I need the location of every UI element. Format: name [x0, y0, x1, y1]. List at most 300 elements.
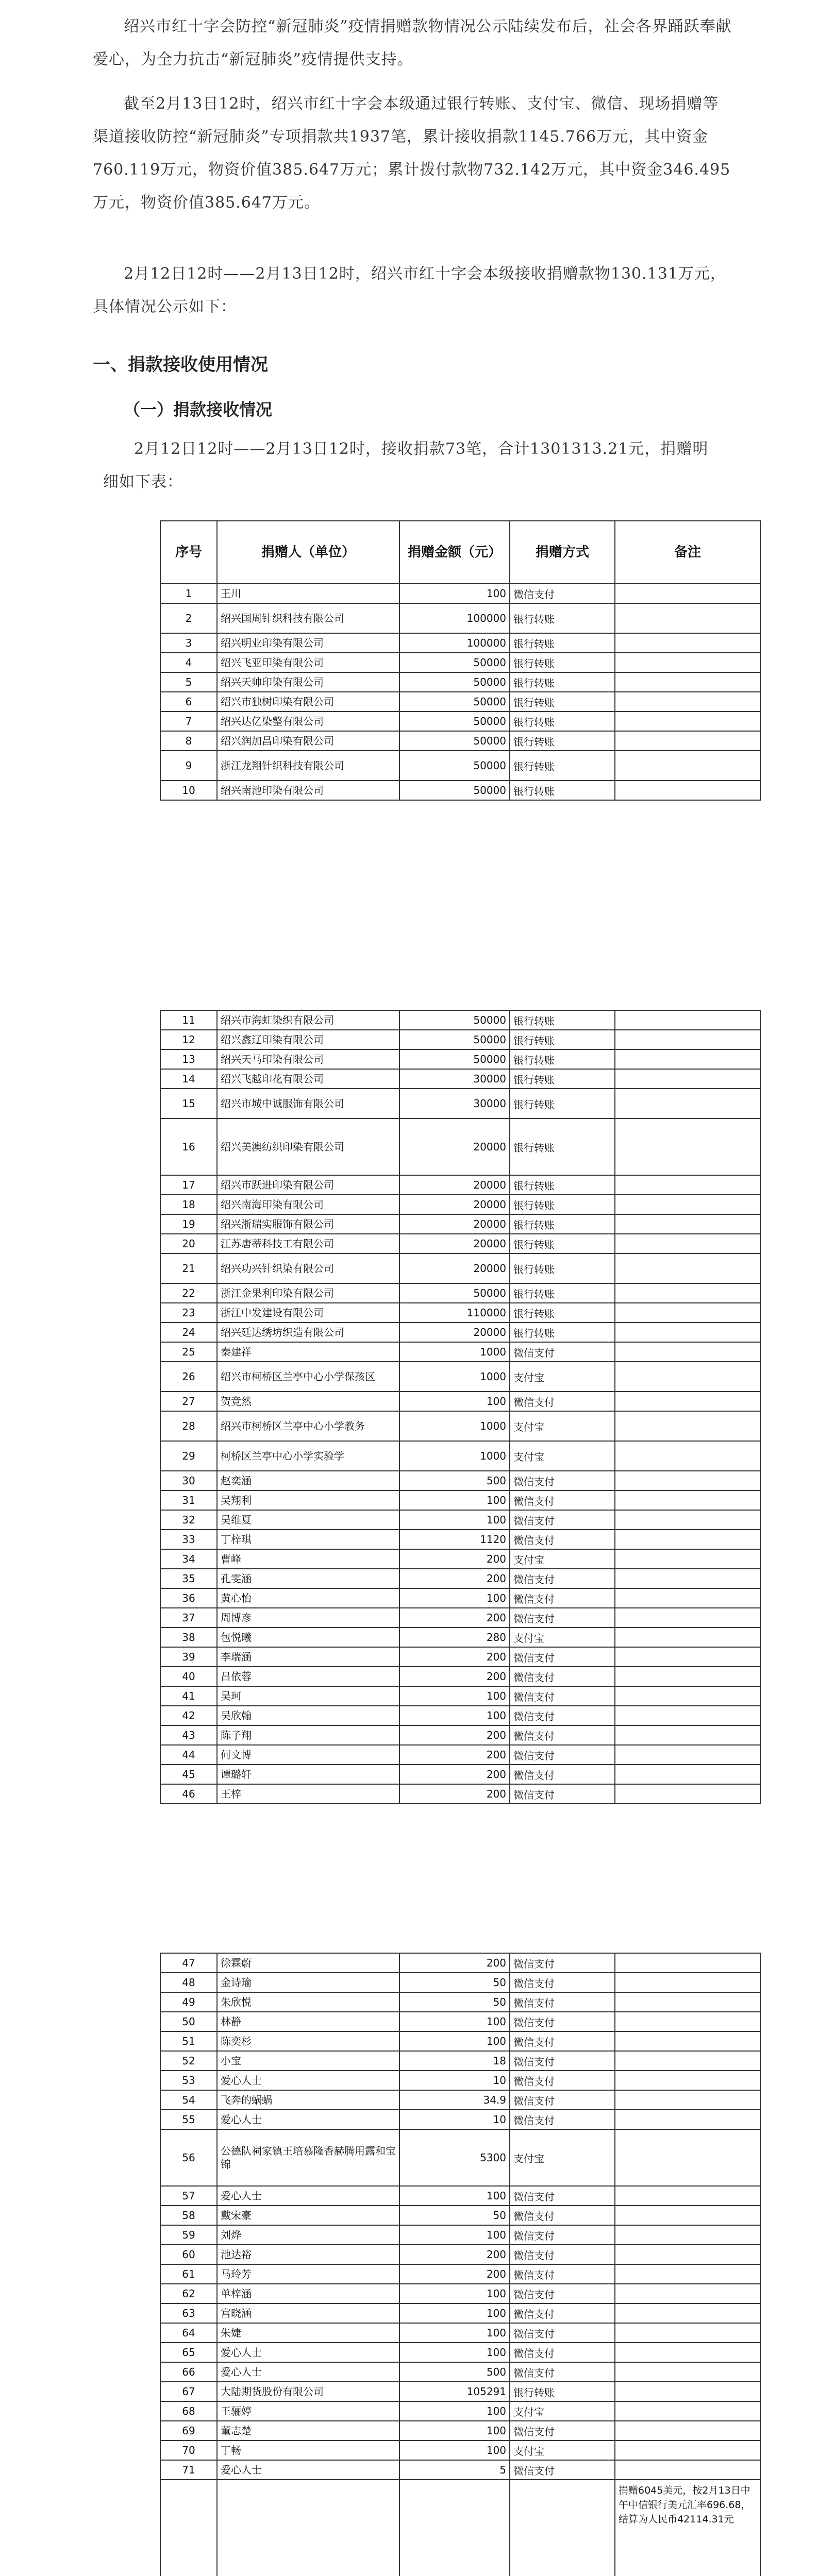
table-row [160, 1608, 760, 1628]
table-row [160, 1234, 760, 1253]
donation-note [615, 1411, 760, 1441]
donation-method: 微信支付 [510, 1973, 615, 1992]
donor-name: 绍兴达亿染整有限公司 [217, 711, 399, 731]
donor-name: 陈奕杉 [217, 2031, 399, 2051]
donation-note [615, 2401, 760, 2421]
donation-note [615, 1745, 760, 1765]
donation-note [615, 633, 760, 653]
table-row [160, 633, 760, 653]
table-row [160, 2245, 760, 2264]
row-number: 22 [160, 1283, 217, 1303]
donation-method: 银行转账 [510, 731, 615, 751]
donor-name: 林静 [217, 2012, 399, 2031]
row-number: 24 [160, 1323, 217, 1342]
row-number: 50 [160, 2012, 217, 2031]
donation-note [615, 1706, 760, 1725]
donation-method: 银行转账 [510, 1253, 615, 1283]
donation-note [615, 1030, 760, 1049]
row-number: 47 [160, 1953, 217, 1973]
donation-note [615, 2129, 760, 2186]
row-number: 56 [160, 2129, 217, 2186]
donation-amount: 50000 [399, 781, 510, 800]
donation-method: 微信支付 [510, 1706, 615, 1725]
donation-amount: 100000 [399, 633, 510, 653]
header-donor: 捐赠人（单位） [217, 521, 399, 584]
row-number: 13 [160, 1049, 217, 1069]
donation-method: 支付宝 [510, 1441, 615, 1471]
donor-name: 爱心人士 [217, 2362, 399, 2382]
donation-amount: 110000 [399, 1303, 510, 1323]
donation-note [615, 1725, 760, 1745]
donation-amount: 50 [399, 1992, 510, 2012]
donor-name: 池达裕 [217, 2245, 399, 2264]
donation-method: 银行转账 [510, 1118, 615, 1175]
table-row [160, 1510, 760, 1530]
donation-note [615, 584, 760, 603]
donation-note [615, 603, 760, 633]
table-row [160, 2460, 760, 2480]
donation-amount: 50000 [399, 1283, 510, 1303]
table-row [160, 2051, 760, 2071]
donor-name: 公德队祠家镇王培慕隆香赫腾用露和宝锦 [217, 2129, 399, 2186]
table-row [160, 2362, 760, 2382]
header-method: 捐赠方式 [510, 521, 615, 584]
table-row [160, 1303, 760, 1323]
donation-note [615, 1323, 760, 1342]
donation-amount: 100 [399, 1490, 510, 1510]
row-number: 5 [160, 672, 217, 692]
table-row [160, 603, 760, 633]
donation-receipt-text: 2月12日12时——2月13日12时，接收捐款73笔，合计1301313.21元，捐赠明细如下表： [103, 440, 709, 491]
donor-name: 吴翔利 [217, 1490, 399, 1510]
donation-amount: 200 [399, 1765, 510, 1784]
row-number: 46 [160, 1784, 217, 1804]
table-row [160, 1569, 760, 1588]
row-number: 9 [160, 751, 217, 781]
donation-method: 微信支付 [510, 2362, 615, 2382]
row-number: 7 [160, 711, 217, 731]
donation-method: 银行转账 [510, 1089, 615, 1118]
row-number: 66 [160, 2362, 217, 2382]
table-row [160, 584, 760, 603]
table-row [160, 1049, 760, 1069]
table-row [160, 1628, 760, 1647]
donation-amount: 100 [399, 2031, 510, 2051]
row-number: 61 [160, 2264, 217, 2284]
donation-method: 银行转账 [510, 1303, 615, 1323]
row-number: 1 [160, 584, 217, 603]
donor-name: 爱心人士 [217, 2343, 399, 2362]
donation-amount: 200 [399, 1953, 510, 1973]
donation-method: 微信支付 [510, 1686, 615, 1706]
row-number: 35 [160, 1569, 217, 1588]
donation-method: 银行转账 [510, 751, 615, 781]
table-row [160, 1323, 760, 1342]
donation-note [615, 1608, 760, 1628]
donor-name: 刘烨 [217, 2225, 399, 2245]
row-number: 53 [160, 2071, 217, 2090]
header-note: 备注 [615, 521, 760, 584]
donation-amount: 200 [399, 1667, 510, 1686]
donor-name: 谭璐轩 [217, 1765, 399, 1784]
donor-name: 绍兴飞越印花有限公司 [217, 1069, 399, 1089]
table-row [160, 1089, 760, 1118]
donation-amount: 1000 [399, 1411, 510, 1441]
donation-amount: 100 [399, 1686, 510, 1706]
donor-name: 绍兴润加昌印染有限公司 [217, 731, 399, 751]
donation-method: 微信支付 [510, 2012, 615, 2031]
table-row [160, 1392, 760, 1411]
donor-name: 绍兴南池印染有限公司 [217, 781, 399, 800]
row-number: 64 [160, 2323, 217, 2343]
table-row [160, 1530, 760, 1549]
donation-amount: 50000 [399, 1030, 510, 1049]
donor-name: 丁畅 [217, 2441, 399, 2460]
table-row [160, 653, 760, 672]
donation-method: 支付宝 [510, 2129, 615, 2186]
donation-note [615, 2186, 760, 2206]
donor-name: 秦建祥 [217, 1342, 399, 1362]
donation-note [615, 1647, 760, 1667]
donor-name: 王梓 [217, 1784, 399, 1804]
row-number: 18 [160, 1195, 217, 1214]
donation-note [615, 2012, 760, 2031]
donor-name: 朱欣悦 [217, 1992, 399, 2012]
row-number: 71 [160, 2460, 217, 2480]
donation-amount: 100 [399, 2225, 510, 2245]
donation-note [615, 1953, 760, 1973]
row-number: 38 [160, 1628, 217, 1647]
donor-name: 绍兴市跃进印染有限公司 [217, 1175, 399, 1195]
donation-note [615, 2284, 760, 2303]
row-number: 6 [160, 692, 217, 711]
row-number: 23 [160, 1303, 217, 1323]
donor-name: 黄心怡 [217, 1588, 399, 1608]
header-amount: 捐赠金额（元） [399, 521, 510, 584]
donation-amount: 100 [399, 1510, 510, 1530]
row-number: 55 [160, 2110, 217, 2129]
donor-name: 浙江金果利印染有限公司 [217, 1283, 399, 1303]
donation-amount: 100 [399, 584, 510, 603]
table-row [160, 1490, 760, 1510]
table-row [160, 1342, 760, 1362]
row-number: 49 [160, 1992, 217, 2012]
donation-method: 微信支付 [510, 2264, 615, 2284]
table-row [160, 1588, 760, 1608]
donation-table-part-3 [160, 1953, 761, 2576]
table-row [160, 751, 760, 781]
donation-method: 银行转账 [510, 692, 615, 711]
table-row [160, 2441, 760, 2460]
donation-amount: 20000 [399, 1214, 510, 1234]
donation-amount: 1120 [399, 1530, 510, 1549]
row-number: 20 [160, 1234, 217, 1253]
donation-amount: 50000 [399, 653, 510, 672]
donation-method: 微信支付 [510, 2245, 615, 2264]
donation-method: 微信支付 [510, 1510, 615, 1530]
row-number: 11 [160, 1010, 217, 1030]
donation-method: 微信支付 [510, 2284, 615, 2303]
donation-method: 支付宝 [510, 1411, 615, 1441]
donor-name: 周博彦 [217, 1608, 399, 1628]
donation-method: 微信支付 [510, 2186, 615, 2206]
intro-paragraph-1: 绍兴市红十字会防控“新冠肺炎”疫情捐赠款物情况公示陆续发布后，社会各界踊跃奉献爱心，为全力抗击“新冠肺炎”疫情提供支持。 [93, 18, 732, 69]
donation-note [615, 1342, 760, 1362]
donation-note [615, 1362, 760, 1392]
donation-amount: 200 [399, 1549, 510, 1569]
row-number: 14 [160, 1069, 217, 1089]
donor-name: 江苏唐蒂科技工有限公司 [217, 1234, 399, 1253]
donation-note [615, 672, 760, 692]
table-row [160, 1667, 760, 1686]
donation-method: 银行转账 [510, 603, 615, 633]
donation-method: 微信支付 [510, 1784, 615, 1804]
donation-method: 微信支付 [510, 2071, 615, 2090]
donation-note [615, 1049, 760, 1069]
donor-name: 绍兴明业印染有限公司 [217, 633, 399, 653]
donation-note [615, 1992, 760, 2012]
donation-amount: 30000 [399, 1089, 510, 1118]
donation-note [615, 1471, 760, 1490]
table-row [160, 1725, 760, 1745]
donor-name: 飞奔的蜗蜗 [217, 2090, 399, 2110]
table-row [160, 1010, 760, 1030]
donor-name: 朱婕 [217, 2323, 399, 2343]
table-row [160, 1362, 760, 1392]
donation-note [615, 2441, 760, 2460]
donation-method: 微信支付 [510, 2090, 615, 2110]
donation-note [615, 1214, 760, 1234]
table-row [160, 2012, 760, 2031]
donation-note [615, 2110, 760, 2129]
donation-method: 微信支付 [510, 1588, 615, 1608]
donation-amount: 200 [399, 2264, 510, 2284]
donor-name: 小宝 [217, 2051, 399, 2071]
donation-method: 银行转账 [510, 1283, 615, 1303]
row-number: 41 [160, 1686, 217, 1706]
donation-amount: 50000 [399, 711, 510, 731]
donor-name: 柯桥区兰亭中心小学实验学 [217, 1441, 399, 1471]
row-number: 34 [160, 1549, 217, 1569]
row-number: 26 [160, 1362, 217, 1392]
donation-amount: 200 [399, 1784, 510, 1804]
table-row [160, 2303, 760, 2323]
donation-note [615, 2421, 760, 2441]
donation-note [615, 1569, 760, 1588]
table-row [160, 692, 760, 711]
donation-note [615, 2362, 760, 2382]
row-number: 68 [160, 2401, 217, 2421]
table-row [160, 1647, 760, 1667]
donor-name: 绍兴廷达绣坊织造有限公司 [217, 1323, 399, 1342]
donation-amount: 100 [399, 1588, 510, 1608]
row-number: 59 [160, 2225, 217, 2245]
donor-name: 贺竞然 [217, 1392, 399, 1411]
donation-method: 银行转账 [510, 653, 615, 672]
donation-note [615, 1010, 760, 1030]
donation-method: 支付宝 [510, 2401, 615, 2421]
donation-method: 微信支付 [510, 2225, 615, 2245]
donation-amount: 100 [399, 2186, 510, 2206]
table-row [160, 2090, 760, 2110]
donation-amount: 100 [399, 1706, 510, 1725]
donation-amount: 500 [399, 2362, 510, 2382]
row-number: 45 [160, 1765, 217, 1784]
donation-amount: 50000 [399, 672, 510, 692]
row-number: 63 [160, 2303, 217, 2323]
row-number: 30 [160, 1471, 217, 1490]
row-number: 62 [160, 2284, 217, 2303]
donor-name: 绍兴市海虹染织有限公司 [217, 1010, 399, 1030]
donation-method: 微信支付 [510, 2110, 615, 2129]
table-row [160, 2206, 760, 2225]
table-row [160, 1765, 760, 1784]
row-number: 48 [160, 1973, 217, 1992]
table-row [160, 2110, 760, 2129]
donor-name: 王骊婷 [217, 2401, 399, 2421]
row-number: 32 [160, 1510, 217, 1530]
donor-name: 丁梓琪 [217, 1530, 399, 1549]
donation-method: 微信支付 [510, 2206, 615, 2225]
donor-name: 陈子翔 [217, 1725, 399, 1745]
donation-note [615, 1490, 760, 1510]
row-number: 4 [160, 653, 217, 672]
donation-amount: 20000 [399, 1234, 510, 1253]
donation-amount: 50000 [399, 731, 510, 751]
donor-name: 赵奕涵 [217, 1471, 399, 1490]
donation-amount: 1000 [399, 1362, 510, 1392]
row-number: 10 [160, 781, 217, 800]
row-number: 21 [160, 1253, 217, 1283]
row-number: 8 [160, 731, 217, 751]
donation-note [615, 1175, 760, 1195]
table-row [160, 1549, 760, 1569]
donor-name: 绍兴浙瑞实服饰有限公司 [217, 1214, 399, 1234]
donor-name: 曹峰 [217, 1549, 399, 1569]
donation-method: 微信支付 [510, 1765, 615, 1784]
donation-amount: 200 [399, 1745, 510, 1765]
header-no: 序号 [160, 521, 217, 584]
row-number: 44 [160, 1745, 217, 1765]
donation-amount: 50 [399, 2206, 510, 2225]
donor-name: 孔雯涵 [217, 1569, 399, 1588]
donor-name: 浙江龙翔针织科技有限公司 [217, 751, 399, 781]
donation-amount: 50000 [399, 692, 510, 711]
donor-name: 绍兴南海印染有限公司 [217, 1195, 399, 1214]
table-row [160, 1253, 760, 1283]
row-number: 33 [160, 1530, 217, 1549]
donation-note [615, 1530, 760, 1549]
donor-name [217, 2480, 399, 2576]
donation-amount: 34.9 [399, 2090, 510, 2110]
donation-amount: 18 [399, 2051, 510, 2071]
table-row [160, 2401, 760, 2421]
donation-method: 微信支付 [510, 2051, 615, 2071]
table-row [160, 1283, 760, 1303]
donation-method: 微信支付 [510, 1342, 615, 1362]
row-number: 2 [160, 603, 217, 633]
donation-note [615, 1283, 760, 1303]
donation-note [615, 1549, 760, 1569]
donor-name: 大陆期货股份有限公司 [217, 2382, 399, 2401]
donation-amount: 100 [399, 1392, 510, 1411]
donation-note [615, 1973, 760, 1992]
row-number: 54 [160, 2090, 217, 2110]
row-number [160, 2480, 217, 2576]
donation-method: 银行转账 [510, 1323, 615, 1342]
donation-method: 银行转账 [510, 1195, 615, 1214]
donation-note [615, 781, 760, 800]
donation-method: 银行转账 [510, 1049, 615, 1069]
row-number: 42 [160, 1706, 217, 1725]
table-row [160, 2421, 760, 2441]
donation-method: 微信支付 [510, 1471, 615, 1490]
donation-amount: 20000 [399, 1253, 510, 1283]
row-number: 15 [160, 1089, 217, 1118]
donation-note [615, 1784, 760, 1804]
donation-method: 微信支付 [510, 2343, 615, 2362]
donation-amount: 1000 [399, 1441, 510, 1471]
table-row [160, 1686, 760, 1706]
donation-method: 支付宝 [510, 2441, 615, 2460]
donation-note [615, 2245, 760, 2264]
table-row [160, 1195, 760, 1214]
donor-name: 绍兴天帅印染有限公司 [217, 672, 399, 692]
donation-amount: 100 [399, 2441, 510, 2460]
table-row [160, 1411, 760, 1441]
row-number: 37 [160, 1608, 217, 1628]
donation-note [615, 2225, 760, 2245]
donor-name: 马玲芳 [217, 2264, 399, 2284]
donation-amount: 100 [399, 2401, 510, 2421]
table-row [160, 1706, 760, 1725]
donation-amount: 20000 [399, 1175, 510, 1195]
donation-note [615, 1392, 760, 1411]
donation-note [615, 2343, 760, 2362]
donor-name: 吴维夏 [217, 1510, 399, 1530]
row-number: 27 [160, 1392, 217, 1411]
donation-method: 微信支付 [510, 1647, 615, 1667]
subheading-donation-receipt: （一）捐款接收情况 [124, 400, 273, 419]
donation-note [615, 711, 760, 731]
donor-name: 绍兴飞亚印染有限公司 [217, 653, 399, 672]
donation-note [615, 1089, 760, 1118]
donation-method: 银行转账 [510, 672, 615, 692]
table-row [160, 781, 760, 800]
table-row [160, 2186, 760, 2206]
donation-method: 支付宝 [510, 1628, 615, 1647]
donor-name: 董志楚 [217, 2421, 399, 2441]
donation-method: 银行转账 [510, 1175, 615, 1195]
donor-name: 绍兴市独树印染有限公司 [217, 692, 399, 711]
donation-note [615, 1303, 760, 1323]
donation-method: 银行转账 [510, 781, 615, 800]
donation-note [615, 1118, 760, 1175]
donation-note [615, 2303, 760, 2323]
donor-name: 绍兴功兴针织染有限公司 [217, 1253, 399, 1283]
donation-amount: 50000 [399, 1010, 510, 1030]
donation-note [615, 1069, 760, 1089]
table-row [160, 2071, 760, 2090]
donor-name: 王川 [217, 584, 399, 603]
donor-name: 何文博 [217, 1745, 399, 1765]
donation-note [615, 2031, 760, 2051]
donation-method: 微信支付 [510, 2421, 615, 2441]
donation-note [615, 731, 760, 751]
row-number: 52 [160, 2051, 217, 2071]
donation-method: 微信支付 [510, 1490, 615, 1510]
donation-note [615, 1765, 760, 1784]
